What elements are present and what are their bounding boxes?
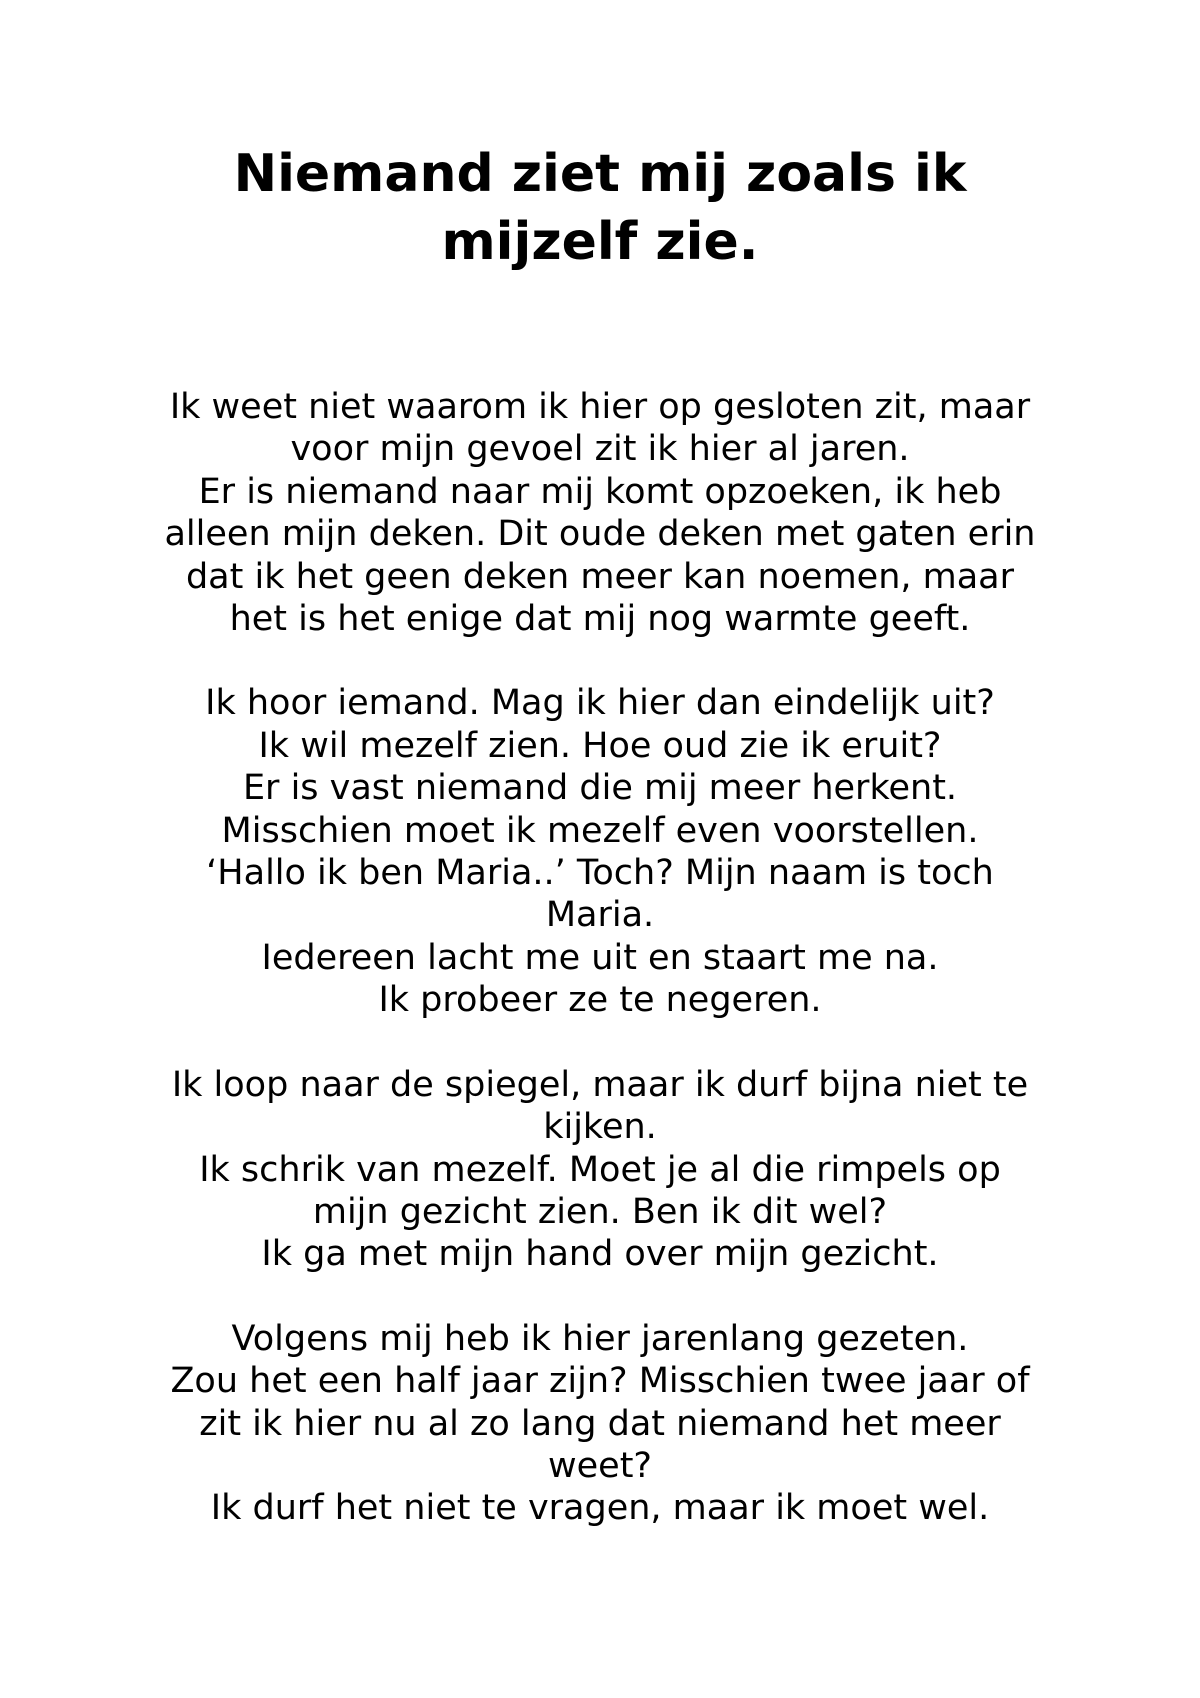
poem-line: alleen mijn deken. Dit oude deken met gaten erin xyxy=(164,514,1036,555)
document-title xyxy=(150,140,1050,276)
stanza-1 xyxy=(150,386,1050,640)
poem-line: Ik loop naar de spiegel, maar ik durf bijna niet te xyxy=(171,1064,1029,1105)
poem-line: Ik wil mezelf zien. Hoe oud zie ik eruit? xyxy=(258,725,942,766)
poem-line: Ik hoor iemand. Mag ik hier dan eindelijk uit? xyxy=(205,683,995,724)
poem-line: ‘Hallo ik ben Maria..’ Toch? Mijn naam is toch xyxy=(206,853,994,894)
poem-line: voor mijn gevoel zit ik hier al jaren. xyxy=(290,429,910,470)
poem-line: kijken. xyxy=(543,1107,657,1148)
stanza-3 xyxy=(150,1064,1050,1276)
poem-line: Ik weet niet waarom ik hier op gesloten zit, maar xyxy=(169,387,1031,427)
poem-line: weet? xyxy=(548,1445,652,1486)
poem-line: Maria. xyxy=(545,895,655,936)
poem-line: Iedereen lacht me uit en staart me na. xyxy=(261,937,939,978)
stanza-2 xyxy=(150,682,1050,1021)
title-line: mijzelf zie. xyxy=(441,212,759,272)
poem-line: Ik durf het niet te vragen, maar ik moet wel. xyxy=(210,1488,990,1529)
poem-line: Er is niemand naar mij komt opzoeken, ik heb xyxy=(198,471,1002,512)
poem-line: Ik ga met mijn hand over mijn gezicht. xyxy=(261,1234,939,1275)
poem-line: Volgens mij heb ik hier jarenlang gezeten. xyxy=(231,1318,969,1359)
poem-line: Zou het een half jaar zijn? Misschien twee jaar of xyxy=(170,1361,1030,1402)
stanza-4 xyxy=(150,1318,1050,1530)
poem-line: Er is vast niemand die mij meer herkent. xyxy=(242,768,958,809)
poem-line: Misschien moet ik mezelf even voorstellen. xyxy=(221,810,979,851)
poem-line: mijn gezicht zien. Ben ik dit wel? xyxy=(312,1191,888,1232)
poem-line: Ik schrik van mezelf. Moet je al die rimpels op xyxy=(199,1149,1001,1190)
document-page xyxy=(150,140,1050,1572)
title-line: Niemand ziet mij zoals ik xyxy=(233,144,967,204)
poem-line: het is het enige dat mij nog warmte geeft. xyxy=(229,599,971,640)
poem-line: dat ik het geen deken meer kan noemen, maar xyxy=(185,556,1015,597)
poem-line: Ik probeer ze te negeren. xyxy=(378,980,822,1021)
poem-line: zit ik hier nu al zo lang dat niemand het meer xyxy=(199,1403,1001,1444)
poem-body xyxy=(150,386,1050,1530)
